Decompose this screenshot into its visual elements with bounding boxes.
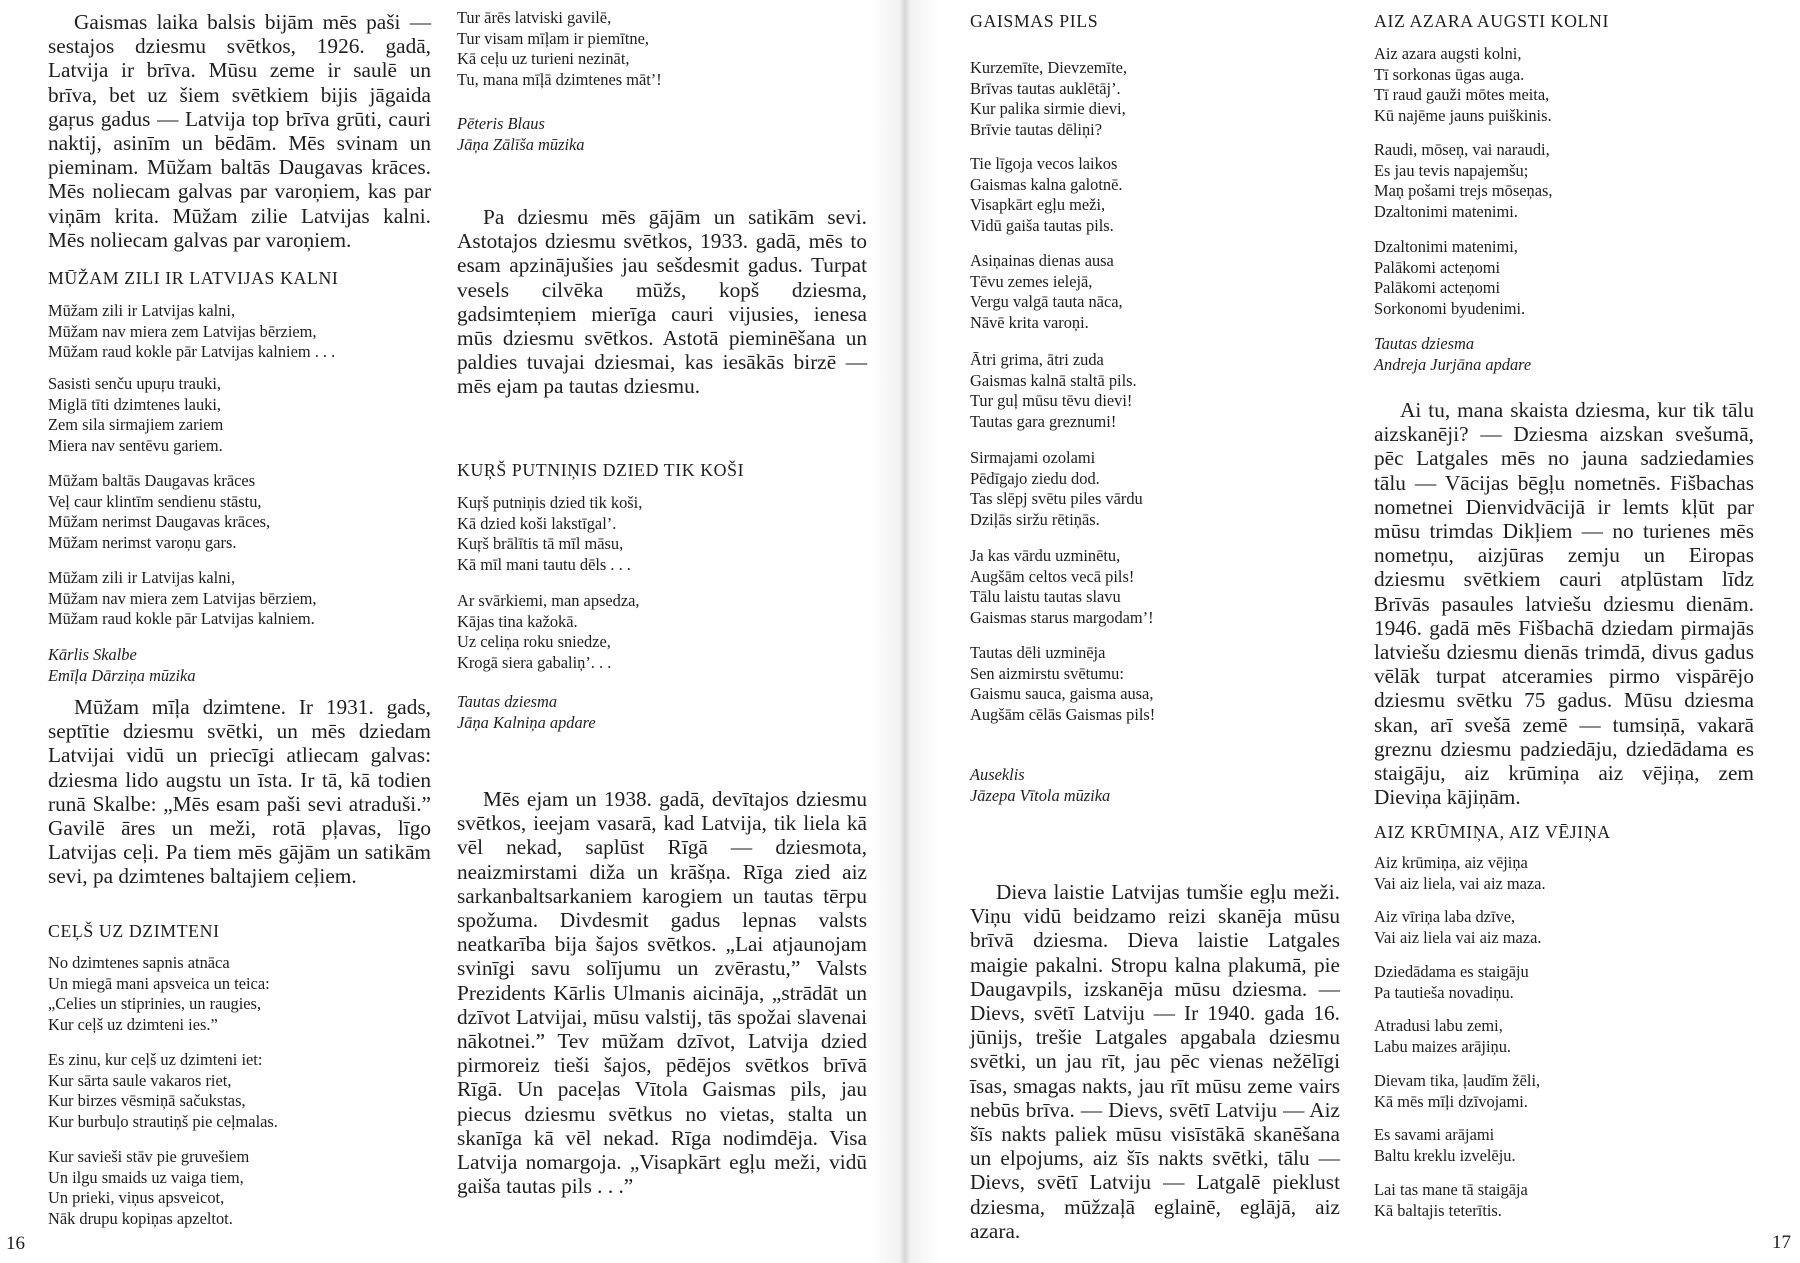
- song-stanza: [48, 1147, 249, 1229]
- verse-line: Dievam tika, ļaudīm žēli,: [1374, 1071, 1541, 1090]
- verse-line: Kur palika sirmie dievi,: [970, 99, 1126, 119]
- verse-line: Vergu valgā tauta nāca,: [970, 292, 1123, 312]
- song-title-aiz-azara: AIZ AZARA AUGSTI KOLNI: [1374, 11, 1609, 31]
- music-credit: Jāzepa Vītola mūzika: [970, 785, 1111, 805]
- verse-line: Kā mēs mīļi dzīvojami.: [1374, 1091, 1528, 1111]
- verse-line: Kur birzes vēsmiņā sačukstas,: [48, 1091, 246, 1111]
- verse-line: Raudi, mōseņ, vai naraudi,: [1374, 140, 1550, 159]
- paragraph-1931: Mūžam mīļa dzimtene. Ir 1931. gads, septītie dziesmu svētki, un mēs dziedam Latvijai vidū un priecīgi atliecam galvas: dziesma lido augstu un īsta. Ir tā, kā todien runā Skalbe: „Mēs esam paši sevi atraduši.” Gavilē āres un meži, rotā pļavas, līgo Latvijas ceļi. Pa tiem mēs gājām un satikām sevi, pa dzimtenes baltajiem ceļiem.: [48, 695, 431, 889]
- page-number-left: 16: [6, 1233, 25, 1254]
- verse-line: Miglā tīti dzimtenes lauki,: [48, 394, 221, 414]
- verse-line: Maņ pošami trejs mōseņas,: [1374, 181, 1553, 201]
- verse-line: Augšām celtos vecā pils!: [970, 566, 1135, 586]
- verse-line: Kā dzied koši lakstīgal’.: [457, 513, 617, 533]
- verse-line: Kur sārta saule vakaros riet,: [48, 1070, 232, 1090]
- song-stanza: [48, 953, 270, 1035]
- song-credits: [970, 765, 1110, 806]
- song-stanza: [1374, 140, 1552, 222]
- song-stanza: [970, 546, 1154, 628]
- song-stanza: [48, 568, 317, 630]
- page-number-right: 17: [1772, 1232, 1791, 1253]
- song-title-muzam-zili: MŪŽAM ZILI IR LATVIJAS KALNI: [48, 268, 339, 288]
- verse-line: Zem sila sirmajiem zariem: [48, 415, 224, 435]
- verse-line: Uz celiņa roku sniedze,: [457, 632, 611, 652]
- music-credit: Emīļa Dārziņa mūzika: [48, 665, 196, 685]
- verse-line: Tī sorkonas ūgas auga.: [1374, 64, 1525, 84]
- verse-line: Veļ caur klintīm sendienu stāstu,: [48, 491, 262, 511]
- verse-line: Mūžam nav miera zem Latvijas bērziem,: [48, 588, 317, 608]
- verse-line: Vai aiz liela, vai aiz maza.: [1374, 873, 1546, 893]
- verse-line: Tur guļ mūsu tēvu dievi!: [970, 391, 1133, 411]
- song-credits: [1374, 334, 1531, 375]
- author-credit: Pēteris Blaus: [457, 114, 545, 133]
- verse-line: Es zinu, kur ceļš uz dzimteni iet:: [48, 1050, 263, 1069]
- intro-paragraph: Gaismas laika balsis bijām mēs paši — sestajos dziesmu svētkos, 1926. gadā, Latvija ir brīva. Mūsu zeme ir saulē un brīva, bet uz šiem svētkiem bijis jāgaida gaŗus gadus — Latvija top brīva grūti, cauri naktij, asinīm un bēdām. Mēs svinam un pieminam. Mūžam baltās Daugavas krāces. Mēs noliecam galvas par varoņiem, kas par viņām krita. Mūžam zilie Latvijas kalni. Mēs noliecam galvas par varoņiem.: [48, 10, 431, 252]
- paragraph-1933: Pa dziesmu mēs gājām un satikām sevi. Astotajos dziesmu svētkos, 1933. gadā, mēs to esam apzinājušies jau sešdesmit gadus. Turpat vesels cilvēka mūžs, kopš dziesma, gadsimteņiem mierīga cauri vijusies, ienesa mūs dziesmu svētkos. Astotā pieminēšana un paldies tuvajai dziesmai, kas iesākās birzē — mēs ejam pa tautas dziesmu.: [457, 205, 867, 399]
- song-credits: [48, 645, 196, 686]
- author-credit: Tautas dziesma: [1374, 334, 1475, 353]
- music-credit: Jāņa Zālīša mūzika: [457, 134, 585, 154]
- verse-line: Krogā siera gabaliņ’. . .: [457, 652, 612, 672]
- verse-line: Un miegā mani apsveica un teica:: [48, 973, 270, 993]
- author-credit: Auseklis: [970, 765, 1025, 784]
- right-page: [896, 0, 1800, 1263]
- verse-line: Lai tas mane tā staigāja: [1374, 1180, 1528, 1199]
- verse-line: Palākomi acteņomi: [1374, 278, 1501, 298]
- song-stanza: [48, 301, 335, 363]
- verse-line: Kuŗš putniņis dzied tik koši,: [457, 493, 643, 512]
- song-title-kurs-putninis: KUŖŠ PUTNIŅIS DZIED TIK KOŠI: [457, 460, 745, 480]
- verse-line: Aiz vīriņa laba dzīve,: [1374, 907, 1516, 926]
- song-stanza: [48, 374, 223, 456]
- verse-line: Brīvas tautas auklētāj’.: [970, 78, 1121, 98]
- verse-line: Asiņainas dienas ausa: [970, 251, 1114, 270]
- song-title-aiz-krumina: AIZ KRŪMIŅA, AIZ VĒJIŅA: [1374, 822, 1611, 842]
- verse-line: Baltu kreklu izvelēju.: [1374, 1145, 1516, 1165]
- song-stanza: [1374, 853, 1546, 894]
- song-stanza: [457, 8, 662, 90]
- verse-line: Tur visam mīļam ir piemītne,: [457, 28, 649, 48]
- song-stanza: [457, 493, 642, 575]
- song-stanza: [1374, 1071, 1540, 1112]
- verse-line: Sen aizmirstu svētumu:: [970, 663, 1124, 683]
- verse-line: Vidū gaiša tautas pils.: [970, 215, 1114, 235]
- verse-line: Kurzemīte, Dievzemīte,: [970, 58, 1128, 77]
- verse-line: Tautas gara greznumi!: [970, 411, 1117, 431]
- verse-line: Tur ārēs latviski gavilē,: [457, 8, 612, 27]
- song-stanza: [970, 58, 1127, 140]
- song-stanza: [970, 154, 1122, 236]
- verse-line: Aiz azara augsti kolni,: [1374, 44, 1522, 63]
- verse-line: Tī raud gauži mōtes meita,: [1374, 85, 1550, 105]
- verse-line: Augšām cēlās Gaismas pils!: [970, 704, 1156, 724]
- verse-line: Gaismas kalnā staltā pils.: [970, 370, 1137, 390]
- song-stanza: [1374, 237, 1525, 319]
- left-page: [0, 0, 896, 1263]
- song-stanza: [457, 591, 640, 673]
- verse-line: Ja kas vārdu uzminētu,: [970, 546, 1121, 565]
- verse-line: Nāvē krita varoņi.: [970, 312, 1089, 332]
- verse-line: Tēvu zemes ielejā,: [970, 271, 1093, 291]
- verse-line: Mūžam zili ir Latvijas kalni,: [48, 301, 236, 320]
- verse-line: Kā mīl mani tautu dēls . . .: [457, 554, 631, 574]
- song-stanza: [1374, 962, 1529, 1003]
- verse-line: Tas slēpj svētu piles vārdu: [970, 489, 1143, 509]
- paragraph-1940: Dieva laistie Latvijas tumšie egļu meži. Viņu vidū beidzamo reizi skanēja mūsu brīvā dziesma. Dieva laistie Latgales maigie pakalni. Stropu kalna plakumā, pie Daugavpils, izskanēja mūsu dziesma. — Dievs, svētī Latviju — Ir 1940. gada 16. jūnijs, trešie Latgales apgabala dziesmu svētki, un jau rīt, jau pēc vienas nežēlīgi īsas, smagas nakts, jau rīt mūsu zeme vairs nebūs brīva. — Dievs, svētī Latviju — Aiz šīs nakts paliek mūsu visīstākā skanēšana un elpojums, aiz šīs nakts svētki, tālu — Dievs, svētī Latviju — Latgalē pieklust dziesma, mūžzaļā eglainē, eglājā, aiz azara.: [970, 880, 1340, 1243]
- author-credit: Kārlis Skalbe: [48, 645, 137, 664]
- verse-line: Sorkonomi byudenimi.: [1374, 298, 1526, 318]
- verse-line: Dzaltonimi matenimi.: [1374, 201, 1518, 221]
- verse-line: Mūžam raud kokle pār Latvijas kalniem.: [48, 609, 315, 629]
- song-stanza: [1374, 907, 1541, 948]
- author-credit: Tautas dziesma: [457, 692, 558, 711]
- verse-line: Mūžam baltās Daugavas krāces: [48, 471, 256, 490]
- verse-line: Pa tautieša novadiņu.: [1374, 982, 1514, 1002]
- verse-line: Gaismas kalna galotnē.: [970, 174, 1123, 194]
- song-stanza: [1374, 1016, 1511, 1057]
- verse-line: Tautas dēli uzminēja: [970, 643, 1106, 662]
- music-credit: Andreja Jurjāna apdare: [1374, 354, 1532, 374]
- verse-line: Gaismas starus margodam’!: [970, 607, 1154, 627]
- verse-line: Kā baltajis teterītis.: [1374, 1200, 1502, 1220]
- verse-line: Kū najēme jauns puiškinis.: [1374, 105, 1552, 125]
- verse-line: Sirmajami ozolami: [970, 448, 1096, 467]
- paragraph-1938: Mēs ejam un 1938. gadā, devītajos dziesmu svētkos, ieejam vasarā, kad Latvija, tik liela kā vēl nekad, saplūst Rīgā — dziesmota, neaizmirstami diža un krāšņa. Rīga zied aiz sarkanbaltsarkaniem karogiem un tautas tērpu spožuma. Divdesmit gadus lepnas valsts neatkarība bija šajos svētkos. „Lai atjaunojam svinīgi savu solījumu un zvērastu,” Valsts Prezidents Kārlis Ulmanis aicināja, „strādāt un dzīvot Latvijai, mūsu valstij, tās spožai slavenai nākotnei.” Tev mūžam dzīvot, Latvija dzied pirmoreiz tieši šajos, pēdējos svētkos brīvā Rīgā. Un paceļas Vītola Gaismas pils, jau piecus dziesmu svētkus no vietas, stalta un skanīga kā vēl nekad. Rīga nodimdēja. Visa Latvija nomargoja. „Visapkārt egļu meži, vidū gaiša tautas pils . . .”: [457, 787, 867, 1199]
- verse-line: Mūžam nerimst varoņu gars.: [48, 532, 237, 552]
- verse-line: „Celies un stiprinies, un raugies,: [48, 994, 262, 1014]
- song-title-cels-uz-dzimteni: CEĻŠ UZ DZIMTENI: [48, 921, 220, 941]
- verse-line: Aiz krūmiņa, aiz vējiņa: [1374, 853, 1528, 872]
- song-stanza: [48, 471, 270, 553]
- verse-line: Atradusi labu zemi,: [1374, 1016, 1503, 1035]
- verse-line: Kur ceļš uz dzimteni ies.”: [48, 1014, 218, 1034]
- song-title-gaismas-pils: GAISMAS PILS: [970, 11, 1099, 31]
- verse-line: Pēdīgajo ziedu dod.: [970, 468, 1100, 488]
- verse-line: Brīvie tautas dēliņi?: [970, 119, 1102, 139]
- verse-line: Dziļās siržu rētiņās.: [970, 509, 1100, 529]
- verse-line: Mūžam zili ir Latvijas kalni,: [48, 568, 236, 587]
- verse-line: Un ilgu smaids uz vaiga tiem,: [48, 1167, 244, 1187]
- verse-line: Es savami arājami: [1374, 1125, 1495, 1144]
- verse-line: Palākomi acteņomi: [1374, 257, 1501, 277]
- song-stanza: [1374, 44, 1552, 126]
- verse-line: Mūžam nav miera zem Latvijas bērziem,: [48, 321, 317, 341]
- verse-line: Gaismu sauca, gaisma ausa,: [970, 684, 1154, 704]
- verse-line: Kur savieši stāv pie gruvešiem: [48, 1147, 250, 1166]
- song-stanza: [970, 251, 1123, 333]
- verse-line: Ar svārkiemi, man apsedza,: [457, 591, 640, 610]
- verse-line: Dziedādama es staigāju: [1374, 962, 1529, 981]
- verse-line: Labu maizes arājiņu.: [1374, 1036, 1511, 1056]
- song-credits: [457, 692, 596, 733]
- song-stanza: [970, 350, 1137, 432]
- verse-line: Tu, mana mīļā dzimtenes māt’!: [457, 69, 662, 89]
- verse-line: Mūžam nerimst Daugavas krāces,: [48, 512, 271, 532]
- verse-line: Sasisti senču upuŗu trauki,: [48, 374, 221, 393]
- verse-line: Tie līgoja vecos laikos: [970, 154, 1118, 173]
- verse-line: Miera nav sentēvu gariem.: [48, 435, 223, 455]
- verse-line: Es jau tevis napajemšu;: [1374, 160, 1529, 180]
- verse-line: Kājas tina kažokā.: [457, 611, 578, 631]
- verse-line: Kur burbuļo strautiņš pie ceļmalas.: [48, 1111, 278, 1131]
- song-stanza: [48, 1050, 278, 1132]
- song-stanza: [970, 448, 1143, 530]
- verse-line: Vai aiz liela vai aiz maza.: [1374, 927, 1542, 947]
- song-stanza: [970, 643, 1155, 725]
- verse-line: Mūžam raud kokle pār Latvijas kalniem . . .: [48, 342, 336, 362]
- verse-line: Dzaltonimi matenimi,: [1374, 237, 1518, 256]
- verse-line: Nāk drupu kopiņas apzeltot.: [48, 1208, 233, 1228]
- paragraph-1946: Ai tu, mana skaista dziesma, kur tik tālu aizskanēji? — Dziesma aizskan svešumā, pēc Latgales mēs no jauna sadziedamies tālu — Vācijas bēgļu nometnēs. Fišbachas nometnei Dienvidvācijā ir lemts kļūt par mūsu trimdas Dikļiem — no turienes mēs nometņu, aizjūras zemju un Eiropas dziesmu svētkiem cauri atplūstam līdz Brīvās pasaules latviešu dziesmu dienām. 1946. gadā mēs Fišbachā dziedam pirmajās latviešu dziesmu dienās trimdā, divus gadus vēlāk turpat atceramies pirmo vispārējo dziesmu svētku 75 gadus. Mūsu dziesma skan, arī svešā zemē — tumsiņā, vakarā greznu dziesmu padziedāju, dziedādama es staigāju, aiz krūmiņa aiz vējiņa, zem Dieviņa kājiņām.: [1374, 398, 1754, 810]
- verse-line: Ātri grima, ātri zuda: [970, 350, 1104, 369]
- music-credit: Jāņa Kalniņa apdare: [457, 712, 596, 732]
- verse-line: Un prieki, viņus apsveicot,: [48, 1188, 225, 1208]
- song-stanza: [1374, 1180, 1528, 1221]
- verse-line: No dzimtenes sapnis atnāca: [48, 953, 230, 972]
- verse-line: Kuŗš brālītis tā mīl māsu,: [457, 534, 624, 554]
- song-credits: [457, 114, 584, 155]
- song-stanza: [1374, 1125, 1516, 1166]
- verse-line: Visapkārt egļu meži,: [970, 195, 1106, 215]
- verse-line: Kā ceļu uz turieni nezināt,: [457, 49, 630, 69]
- verse-line: Tālu laistu tautas slavu: [970, 587, 1121, 607]
